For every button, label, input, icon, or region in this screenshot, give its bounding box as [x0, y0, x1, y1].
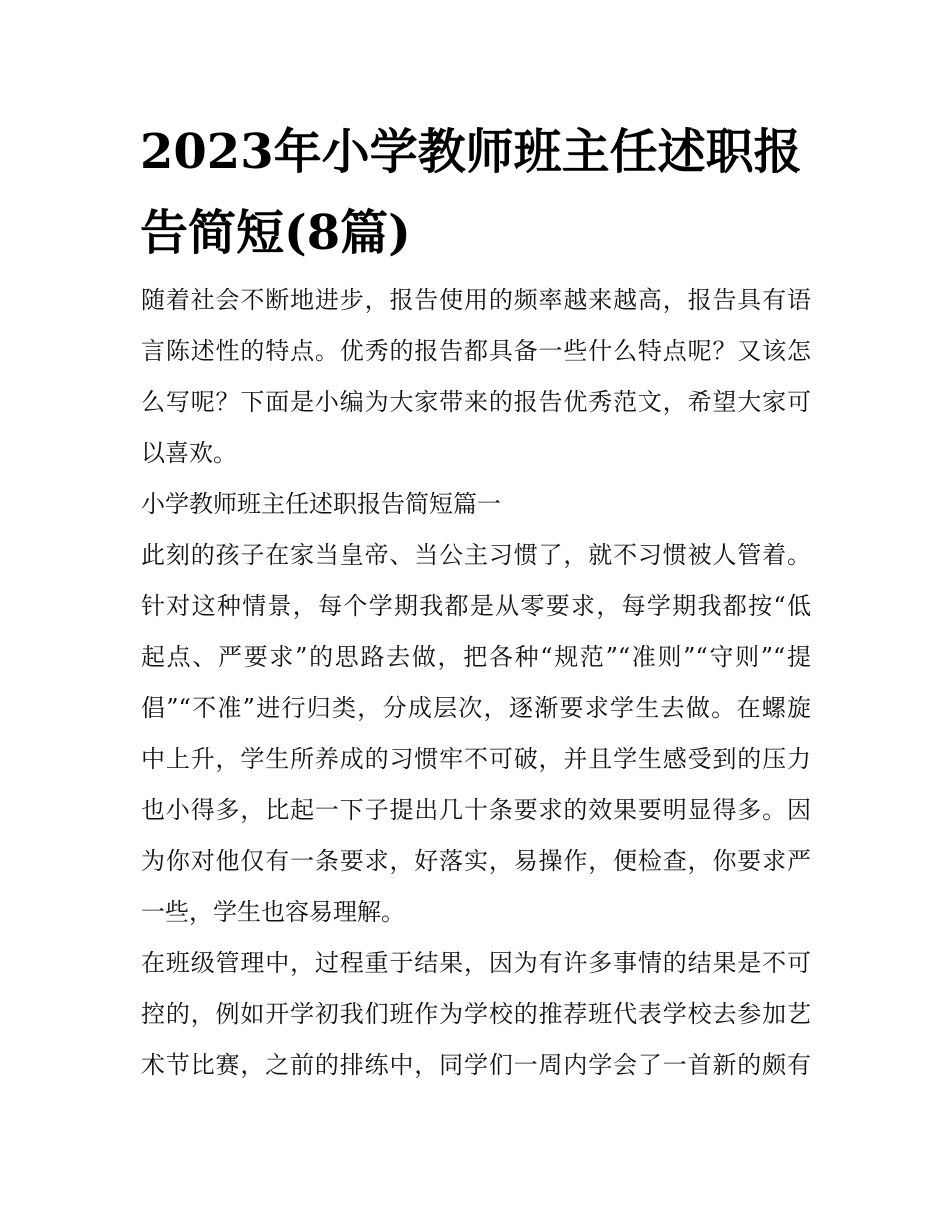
title-line: 告简短(8篇) [140, 205, 411, 261]
body-paragraph [141, 537, 811, 945]
text-line: 术节比赛，之前的排练中，同学们一周内学会了一首新的颇有 [141, 1051, 811, 1079]
text-line: 为你对他仅有一条要求，好落实，易操作，便检查，你要求严 [141, 847, 811, 875]
text-line: 针对这种情景，每个学期我都是从零要求，每学期我都按“低 [141, 592, 811, 620]
text-line: 么写呢？下面是小编为大家带来的报告优秀范文，希望大家可 [141, 388, 811, 416]
intro-paragraph [141, 282, 811, 486]
section-heading-text: 小学教师班主任述职报告简短篇一 [141, 490, 501, 518]
text-line: 倡”“不准”进行归类，分成层次，逐渐要求学生去做。在螺旋 [141, 694, 811, 722]
text-line: 中上升，学生所养成的习惯牢不可破，并且学生感受到的压力 [141, 745, 811, 773]
text-line: 也小得多，比起一下子提出几十条要求的效果要明显得多。因 [141, 796, 811, 824]
section-heading [141, 486, 811, 537]
title-line: 2023年小学教师班主任述职报 [140, 124, 802, 180]
body-paragraph [141, 945, 811, 1098]
text-line: 在班级管理中，过程重于结果，因为有许多事情的结果是不可 [141, 949, 811, 977]
document-body [141, 282, 811, 1098]
text-line: 此刻的孩子在家当皇帝、当公主习惯了，就不习惯被人管着。 [141, 541, 811, 569]
document-title [140, 112, 820, 274]
text-line: 控的，例如开学初我们班作为学校的推荐班代表学校去参加艺 [141, 1000, 811, 1028]
text-line: 起点、严要求”的思路去做，把各种“规范”“准则”“守则”“提 [141, 643, 811, 671]
text-line: 一些，学生也容易理解。 [141, 898, 405, 926]
text-line: 言陈述性的特点。优秀的报告都具备一些什么特点呢？又该怎 [141, 337, 811, 365]
text-line: 随着社会不断地进步，报告使用的频率越来越高，报告具有语 [141, 286, 811, 314]
text-line: 以喜欢。 [141, 439, 237, 467]
